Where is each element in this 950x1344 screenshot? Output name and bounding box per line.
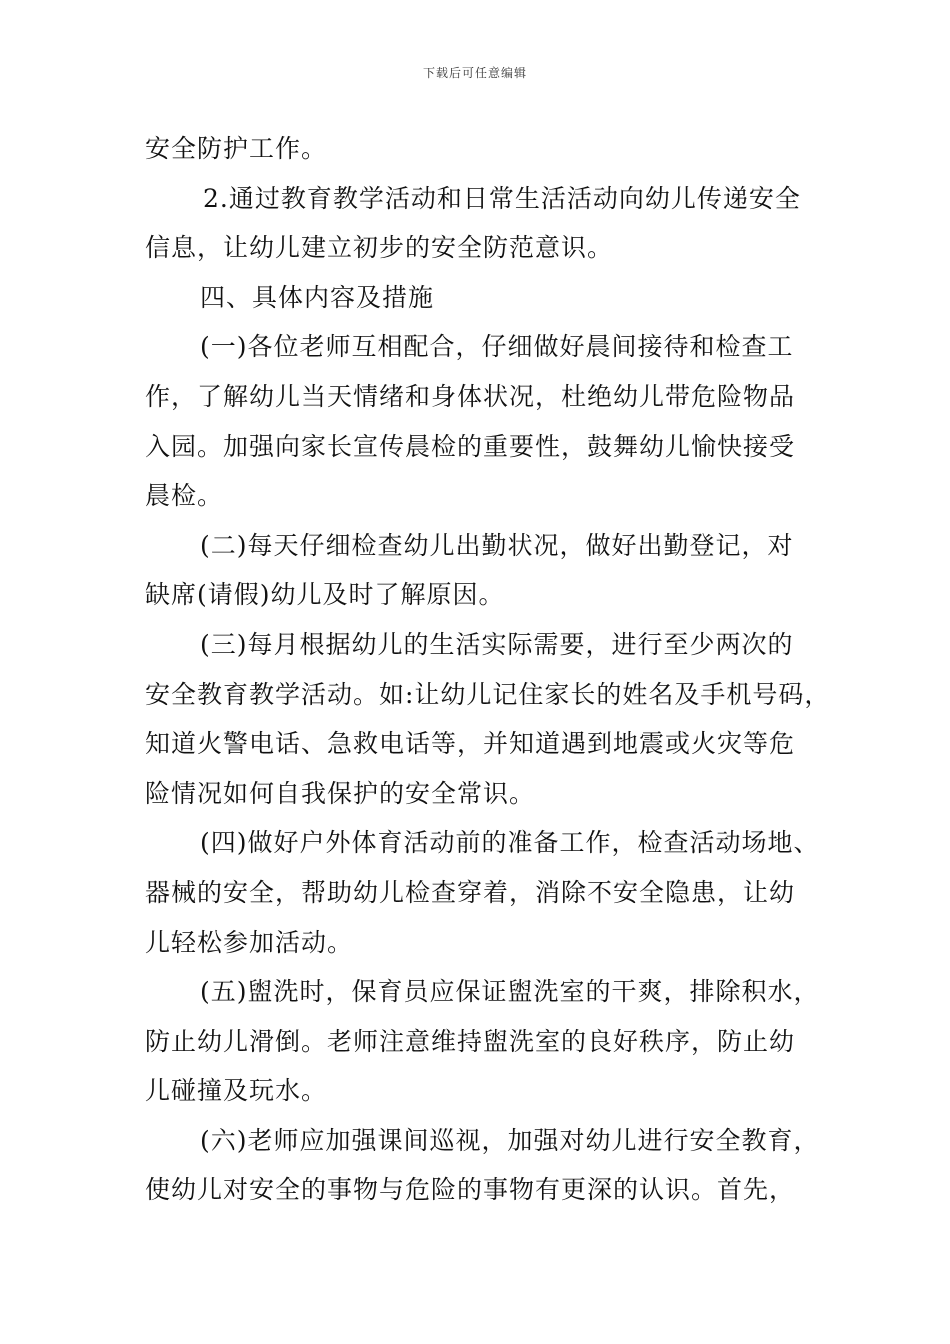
- text-line: 险情况如何自我保护的安全常识。: [145, 778, 536, 808]
- text-line: 儿轻松参加活动。: [145, 927, 354, 957]
- text-line: (四)做好户外体育活动前的准备工作，检查活动场地、: [200, 828, 820, 858]
- section-heading: 四、具体内容及措施: [200, 282, 435, 312]
- text-line: 器械的安全，帮助幼儿检查穿着，消除不安全隐患，让幼: [145, 877, 796, 907]
- text-line: (五)盥洗时，保育员应保证盥洗室的干爽，排除积水，: [200, 977, 820, 1007]
- text-line: 儿碰撞及玩水。: [145, 1076, 328, 1106]
- text-line: 防止幼儿滑倒。老师注意维持盥洗室的良好秩序，防止幼: [145, 1026, 796, 1056]
- document-body: [145, 124, 835, 1215]
- text-line: 缺席(请假)幼儿及时了解原因。: [145, 580, 505, 610]
- text-line: (一)各位老师互相配合，仔细做好晨间接待和检查工: [200, 332, 794, 362]
- text-line: 晨检。: [145, 481, 224, 511]
- text-line: (三)每月根据幼儿的生活实际需要，进行至少两次的: [200, 629, 794, 659]
- text-line: 知道火警电话、急救电话等，并知道遇到地震或火灾等危: [145, 729, 796, 759]
- text-line: 使幼儿对安全的事物与危险的事物有更深的认识。首先，: [145, 1175, 796, 1205]
- text-line: 2.通过教育教学活动和日常生活活动向幼儿传递安全: [203, 183, 801, 213]
- text-line: 作，了解幼儿当天情绪和身体状况，杜绝幼儿带危险物品: [145, 381, 796, 411]
- page-header: 下载后可任意编辑: [422, 66, 527, 80]
- text-line: 入园。加强向家长宣传晨检的重要性，鼓舞幼儿愉快接受: [145, 431, 796, 461]
- text-line: (二)每天仔细检查幼儿出勤状况，做好出勤登记，对: [200, 530, 794, 560]
- text-line: 安全教育教学活动。如:让幼儿记住家长的姓名及手机号码，: [145, 679, 831, 709]
- text-line: 安全防护工作。: [145, 134, 328, 163]
- text-line: 信息，让幼儿建立初步的安全防范意识。: [145, 233, 614, 263]
- text-line: (六)老师应加强课间巡视，加强对幼儿进行安全教育，: [200, 1125, 820, 1155]
